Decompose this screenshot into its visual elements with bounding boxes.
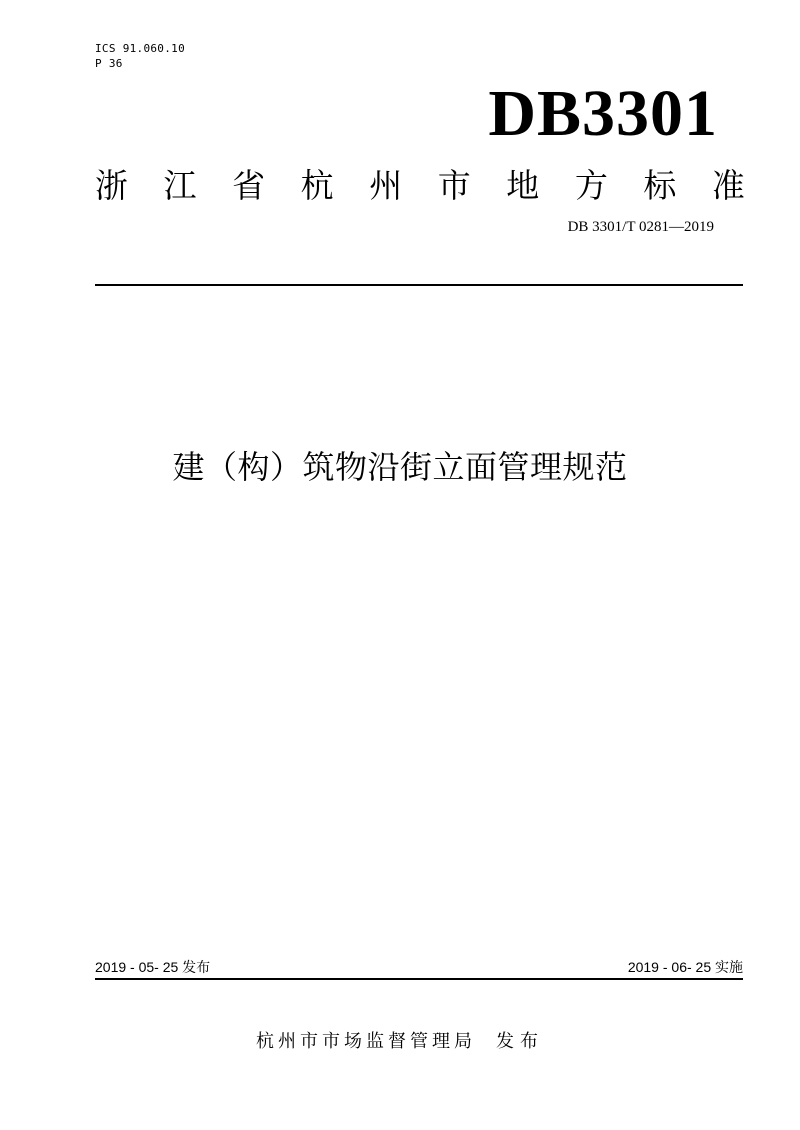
standard-type-char: 杭 [300,166,334,205]
standard-type-char: 准 [711,166,745,205]
ics-code: ICS 91.060.10 [95,42,185,55]
standard-type-char: 江 [163,166,197,205]
classification-codes [95,42,185,72]
standard-type-char: 州 [369,166,403,205]
header-divider [95,284,743,286]
standard-type-char: 市 [437,166,471,205]
standard-number: DB 3301/T 0281—2019 [567,219,714,235]
publish-date: 2019 - 05- 25 发布 [95,959,211,975]
standard-type-char: 浙 [95,166,128,205]
standard-code: DB3301 [488,77,718,150]
standard-type-char: 标 [643,166,677,205]
issuer-line [0,1030,800,1054]
standard-type-char: 方 [574,166,608,205]
standard-type-char: 地 [506,166,540,205]
document-title: 建（构）筑物沿街立面管理规范 [172,448,628,486]
footer-divider [95,978,743,980]
issuer-action: 发布 [496,1031,544,1052]
issuer-name: 杭州市市场监督管理局 [256,1031,476,1052]
standard-type-heading [95,166,745,206]
standard-type-char: 省 [232,166,266,205]
implementation-date: 2019 - 06- 25 实施 [627,959,743,975]
date-row [95,958,743,978]
class-code: P 36 [95,57,123,70]
